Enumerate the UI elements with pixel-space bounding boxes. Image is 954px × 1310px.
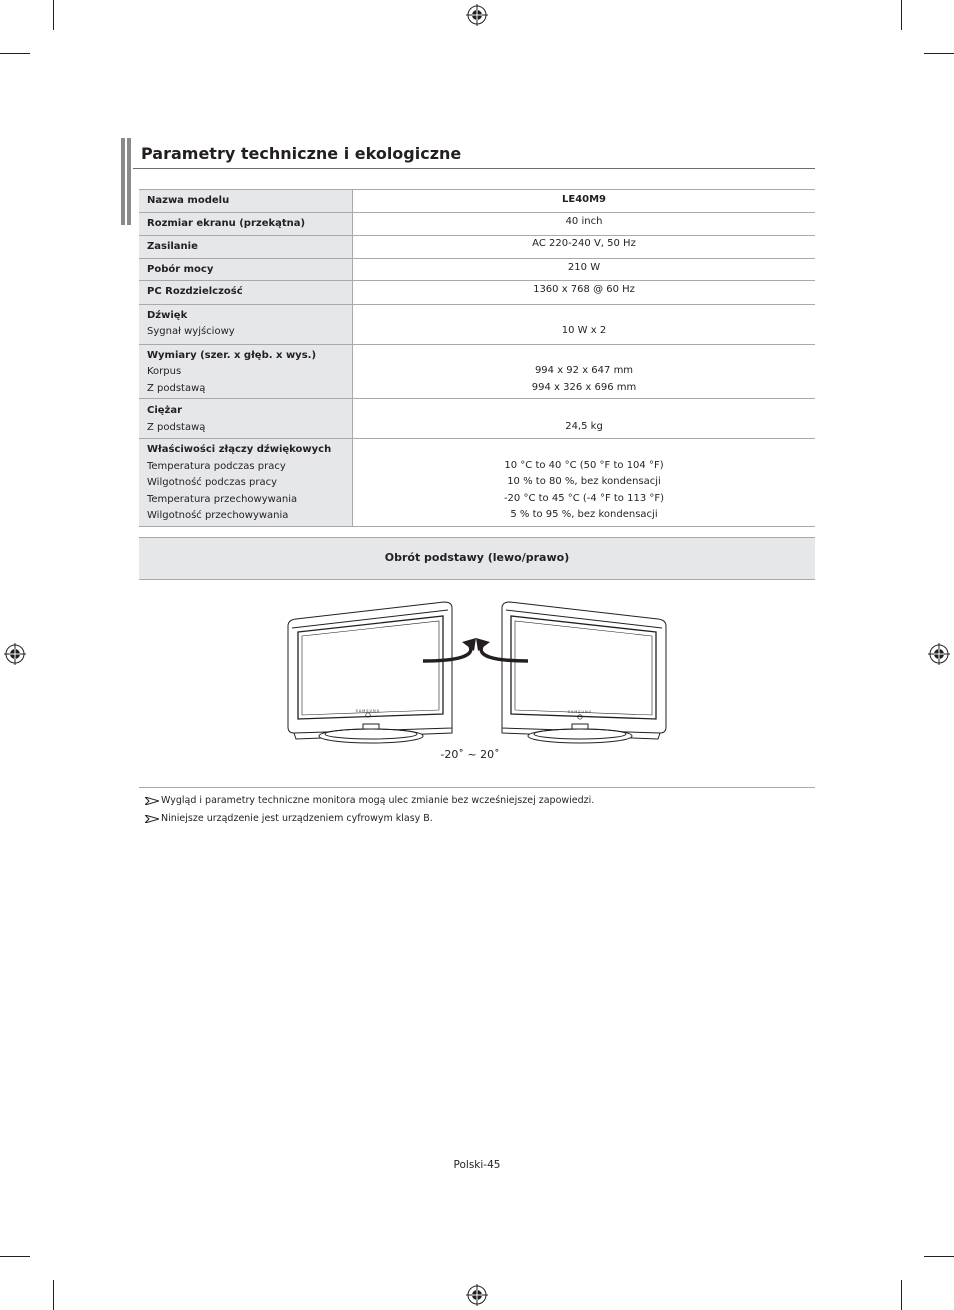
spec-subitem: Korpus xyxy=(147,366,182,377)
spec-value-line: 10 % to 80 %, bez kondensacji xyxy=(507,476,661,487)
spec-subitem: Sygnał wyjściowy xyxy=(147,326,235,337)
note-arrow-icon xyxy=(145,815,159,823)
spec-value xyxy=(353,281,816,305)
table-row xyxy=(139,439,815,527)
crop-mark xyxy=(901,0,902,30)
crop-mark xyxy=(53,0,54,30)
spec-label xyxy=(139,439,353,527)
spec-value-line: 994 x 92 x 647 mm xyxy=(534,365,634,376)
spec-header: PC Rozdzielczość xyxy=(147,286,243,297)
spec-value xyxy=(353,236,816,259)
section-marker-bar xyxy=(127,138,131,225)
section-marker xyxy=(121,138,133,225)
spec-value-line: AC 220-240 V, 50 Hz xyxy=(532,238,636,249)
table-row xyxy=(139,258,815,281)
spec-header: Ciężar xyxy=(147,405,183,416)
spec-subitem: Temperatura przechowywania xyxy=(147,493,298,505)
spec-value xyxy=(353,439,816,527)
spec-header: Pobór mocy xyxy=(147,263,214,275)
brand-mark: SAMSUNG xyxy=(567,710,593,714)
spec-value xyxy=(353,190,816,213)
table-row xyxy=(139,304,815,344)
spec-value xyxy=(353,399,816,439)
section-marker-bar xyxy=(121,138,125,225)
spec-label xyxy=(139,190,353,213)
note-item xyxy=(145,813,433,824)
crop-mark xyxy=(901,1280,902,1310)
spec-value xyxy=(353,344,816,399)
crop-mark xyxy=(924,1256,954,1257)
spec-header: Właściwości złączy dźwiękowych xyxy=(147,444,332,455)
spec-label xyxy=(139,304,353,344)
title-divider xyxy=(133,168,815,169)
spec-value xyxy=(353,258,816,281)
registration-mark-icon xyxy=(928,643,950,665)
rotation-arrow-icon xyxy=(476,638,490,651)
table-row xyxy=(139,236,815,259)
spec-label xyxy=(139,399,353,439)
brand-mark: SAMSUNG xyxy=(355,709,381,713)
spec-value-line: LE40M9 xyxy=(561,194,607,205)
tv-right-illustration xyxy=(502,602,666,743)
notes-divider xyxy=(139,787,815,788)
spec-header: Zasilanie xyxy=(147,241,198,252)
spec-label xyxy=(139,344,353,399)
crop-mark xyxy=(0,1256,30,1257)
note-text: Niniejsze urządzenie jest urządzeniem cyfrowym klasy B. xyxy=(161,813,433,824)
crop-mark xyxy=(53,1280,54,1310)
spec-subitem: Wilgotność przechowywania xyxy=(147,510,289,521)
rotation-arrow-icon xyxy=(462,638,476,651)
table-row xyxy=(139,344,815,399)
spec-value-line: 10 W x 2 xyxy=(561,325,607,336)
rotation-angle: -20˚ ~ 20˚ xyxy=(440,748,500,761)
spec-label xyxy=(139,236,353,259)
spec-value-line: 24,5 kg xyxy=(565,420,603,432)
registration-mark-icon xyxy=(4,643,26,665)
spec-subitem: Z podstawą xyxy=(147,382,206,394)
spec-value-line: 210 W xyxy=(567,261,601,273)
stand-rotation-illustration xyxy=(280,598,674,746)
spec-header: Nazwa modelu xyxy=(147,195,230,206)
spec-label xyxy=(139,212,353,236)
spec-header: Dźwięk xyxy=(147,309,188,321)
registration-mark-icon xyxy=(466,4,488,26)
rotation-heading: Obrót podstawy (lewo/prawo) xyxy=(139,537,815,580)
spec-header: Wymiary (szer. x głęb. x wys.) xyxy=(147,349,317,361)
page-number: Polski-45 xyxy=(453,1159,501,1171)
table-row xyxy=(139,212,815,236)
spec-header: Rozmiar ekranu (przekątna) xyxy=(147,217,306,229)
spec-value-line: 5 % to 95 %, bez kondensacji xyxy=(510,509,658,520)
spec-value xyxy=(353,304,816,344)
registration-mark-icon xyxy=(466,1284,488,1306)
table-row xyxy=(139,190,815,213)
spec-value-line: 40 inch xyxy=(565,215,603,227)
note-text: Wygląd i parametry techniczne monitora mogą ulec zmianie bez wcześniejszej zapowiedzi. xyxy=(161,795,595,806)
spec-subitem: Temperatura podczas pracy xyxy=(147,460,286,472)
spec-subitem: Wilgotność podczas pracy xyxy=(147,477,278,488)
spec-value-line: 1360 x 768 @ 60 Hz xyxy=(533,284,635,295)
spec-value-line: -20 °C to 45 °C (-4 °F to 113 °F) xyxy=(503,492,665,504)
tv-left-illustration xyxy=(288,602,452,743)
spec-value-line: 994 x 326 x 696 mm xyxy=(531,381,637,393)
spec-label xyxy=(139,281,353,305)
crop-mark xyxy=(924,53,954,54)
table-row xyxy=(139,399,815,439)
table-row xyxy=(139,281,815,305)
note-arrow-icon xyxy=(145,797,159,805)
crop-mark xyxy=(0,53,30,54)
spec-label xyxy=(139,258,353,281)
page-title: Parametry techniczne i ekologiczne xyxy=(141,144,462,163)
spec-table xyxy=(139,189,815,527)
spec-subitem: Z podstawą xyxy=(147,421,206,433)
spec-value xyxy=(353,212,816,236)
spec-value-line: 10 °C to 40 °C (50 °F to 104 °F) xyxy=(504,459,664,471)
note-item xyxy=(145,795,594,806)
